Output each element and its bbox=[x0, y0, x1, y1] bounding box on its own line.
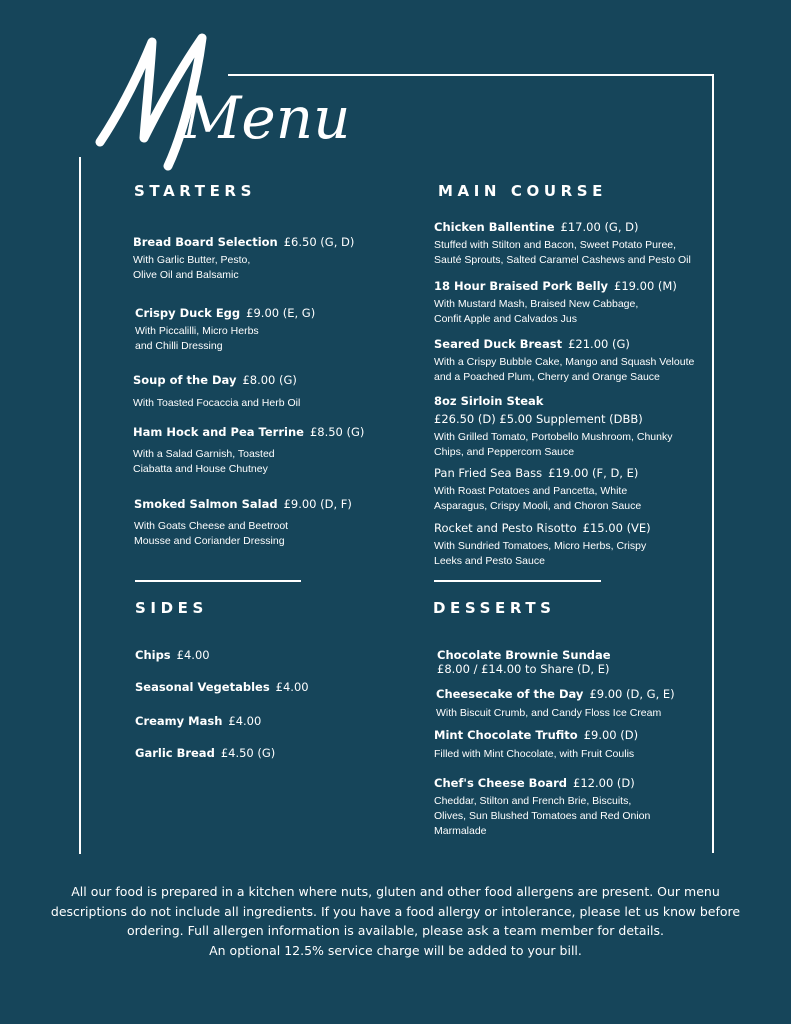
item-price: £9.00 (D, F) bbox=[283, 497, 352, 511]
item-name: Chef's Cheese Board bbox=[434, 776, 568, 790]
dessert-item bbox=[436, 687, 675, 721]
item-price: £4.50 (G) bbox=[220, 746, 276, 760]
frame-right-line bbox=[712, 74, 714, 853]
item-name: Garlic Bread bbox=[135, 746, 215, 760]
dessert-item bbox=[434, 776, 650, 839]
item-name: Chips bbox=[135, 648, 171, 662]
menu-logo-text: Menu bbox=[182, 84, 351, 152]
side-item bbox=[135, 714, 261, 728]
starter-item bbox=[134, 497, 352, 549]
item-description: Stuffed with Stilton and Bacon, Sweet Potato Puree, Sauté Sprouts, Salted Caramel Cashews and Pesto Oil bbox=[434, 239, 691, 266]
item-name: Seared Duck Breast bbox=[434, 337, 563, 351]
starters-divider bbox=[135, 580, 301, 582]
item-name: Chocolate Brownie Sundae bbox=[437, 648, 611, 662]
main-course-title: MAIN COURSE bbox=[438, 182, 608, 200]
item-price: £9.00 (D) bbox=[583, 728, 639, 742]
item-name: Rocket and Pesto Risotto bbox=[434, 521, 577, 535]
item-price: £8.00 (G) bbox=[242, 373, 297, 387]
item-price: £4.00 bbox=[228, 714, 262, 728]
item-price: £9.00 (D, G, E) bbox=[589, 687, 675, 701]
desserts-title: DESSERTS bbox=[433, 599, 556, 617]
item-name: Cheesecake of the Day bbox=[436, 687, 584, 701]
main-item bbox=[434, 521, 651, 569]
menu-logo bbox=[90, 26, 370, 176]
side-item bbox=[135, 746, 275, 760]
main-item bbox=[434, 337, 694, 385]
item-price: £4.00 bbox=[275, 680, 309, 694]
item-price: £12.00 (D) bbox=[573, 776, 635, 790]
item-name: Ham Hock and Pea Terrine bbox=[133, 425, 304, 439]
side-item bbox=[135, 648, 210, 662]
item-price: £19.00 (M) bbox=[614, 279, 677, 293]
item-name: Pan Fried Sea Bass bbox=[434, 466, 543, 480]
main-item bbox=[434, 466, 641, 514]
item-name: Seasonal Vegetables bbox=[135, 680, 270, 694]
item-name: 18 Hour Braised Pork Belly bbox=[434, 279, 609, 293]
item-name: Creamy Mash bbox=[135, 714, 223, 728]
item-description: With Goats Cheese and Beetroot Mousse and Coriander Dressing bbox=[134, 520, 289, 547]
item-price: £17.00 (G, D) bbox=[560, 220, 639, 234]
item-description: With a Crispy Bubble Cake, Mango and Squash Veloute and a Poached Plum, Cherry and Orange Sauce bbox=[434, 356, 695, 383]
item-description: With Garlic Butter, Pesto, Olive Oil and Balsamic bbox=[133, 254, 251, 281]
item-description: With Grilled Tomato, Portobello Mushroom, Chunky Chips, and Peppercorn Sauce bbox=[434, 431, 673, 458]
allergy-notice: All our food is prepared in a kitchen where nuts, gluten and other food allergens are present. Our menu descriptions do not include all ingredients. If you have a food allergy or intolerance, please let us know before ordering. Full allergen information is available, please ask a team member for details. bbox=[50, 884, 741, 938]
item-name: Soup of the Day bbox=[133, 373, 237, 387]
dessert-item bbox=[437, 648, 611, 676]
item-price: £6.50 (G, D) bbox=[283, 235, 355, 249]
item-name: Crispy Duck Egg bbox=[135, 306, 241, 320]
starter-item bbox=[133, 373, 300, 411]
item-name: Chicken Ballentine bbox=[434, 220, 555, 234]
item-name: Mint Chocolate Trufito bbox=[434, 728, 578, 742]
item-price: £19.00 (F, D, E) bbox=[548, 466, 639, 480]
main-divider bbox=[434, 580, 601, 582]
item-name: Smoked Salmon Salad bbox=[134, 497, 278, 511]
sides-title: SIDES bbox=[135, 599, 208, 617]
item-description: With Mustard Mash, Braised New Cabbage, Confit Apple and Calvados Jus bbox=[434, 298, 639, 325]
frame-left-line bbox=[79, 157, 81, 854]
item-description: With Toasted Focaccia and Herb Oil bbox=[133, 397, 301, 409]
item-name: 8oz Sirloin Steak bbox=[434, 394, 544, 408]
item-description: Filled with Mint Chocolate, with Fruit Coulis bbox=[434, 748, 635, 760]
item-description: With Biscuit Crumb, and Candy Floss Ice Cream bbox=[436, 707, 662, 719]
footer bbox=[40, 882, 751, 960]
item-description: With Roast Potatoes and Pancetta, White Asparagus, Crispy Mooli, and Choron Sauce bbox=[434, 485, 642, 512]
item-price: £4.00 bbox=[176, 648, 210, 662]
main-item bbox=[434, 392, 673, 460]
starter-item bbox=[133, 235, 354, 283]
main-item bbox=[434, 279, 677, 327]
side-item bbox=[135, 680, 309, 694]
dessert-item bbox=[434, 728, 638, 762]
service-charge-notice: An optional 12.5% service charge will be added to your bill. bbox=[209, 942, 582, 958]
item-description: With Piccalilli, Micro Herbs and Chilli Dressing bbox=[135, 325, 259, 352]
item-price: £26.50 (D) £5.00 Supplement (DBB) bbox=[434, 412, 643, 426]
item-price: £15.00 (VE) bbox=[582, 521, 651, 535]
item-price: £8.50 (G) bbox=[309, 425, 365, 439]
main-item bbox=[434, 220, 691, 268]
item-name: Bread Board Selection bbox=[133, 235, 278, 249]
item-description: With a Salad Garnish, Toasted Ciabatta and House Chutney bbox=[133, 448, 275, 475]
item-price: £9.00 (E, G) bbox=[246, 306, 316, 320]
item-price: £21.00 (G) bbox=[568, 337, 630, 351]
starter-item bbox=[133, 425, 364, 477]
item-description: With Sundried Tomatoes, Micro Herbs, Crispy Leeks and Pesto Sauce bbox=[434, 540, 647, 567]
starter-item bbox=[135, 306, 315, 354]
starters-title: STARTERS bbox=[134, 182, 256, 200]
item-description: Cheddar, Stilton and French Brie, Biscuits, Olives, Sun Blushed Tomatoes and Red Onion Marmalade bbox=[434, 795, 651, 837]
item-price: £8.00 / £14.00 to Share (D, E) bbox=[437, 662, 610, 676]
